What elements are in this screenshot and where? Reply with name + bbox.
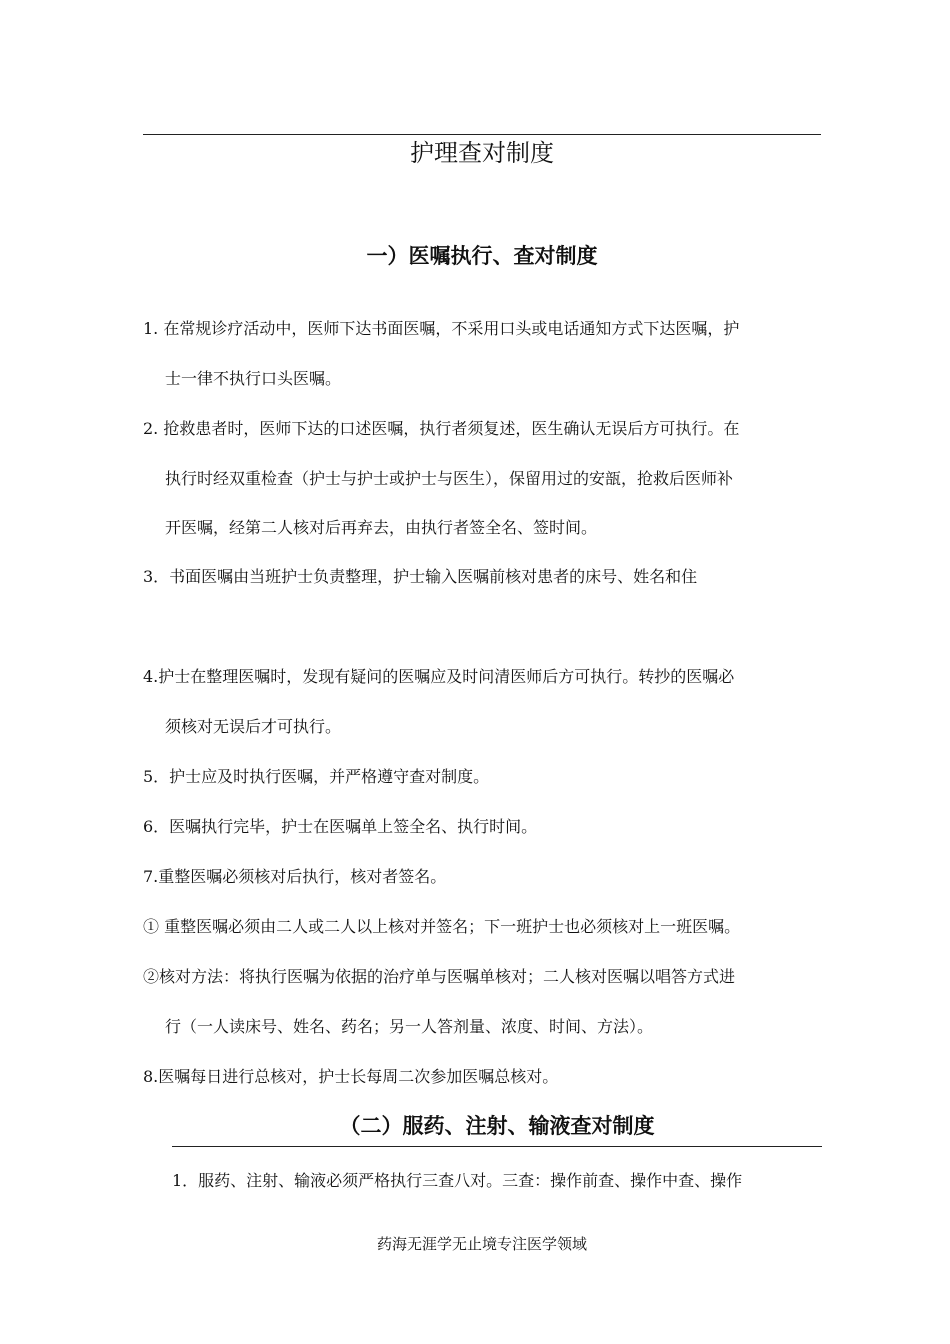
paragraph-line: 5．护士应及时执行医嘱，并严格遵守查对制度。 <box>143 767 490 786</box>
paragraph-line: ②核对方法：将执行医嘱为依据的治疗单与医嘱单核对；二人核对医嘱以唱答方式进 <box>143 967 736 986</box>
paragraph-line: 1．服药、注射、输液必须严格执行三查八对。三查：操作前查、操作中查、操作 <box>172 1171 743 1190</box>
paragraph-line: 4.护士在整理医嘱时，发现有疑问的医嘱应及时问清医师后方可执行。转抄的医嘱必 <box>143 667 735 686</box>
paragraph-line: 执行时经双重检查（护士与护士或护士与医生），保留用过的安瓿，抢救后医师补 <box>165 469 734 488</box>
paragraph-line: 7.重整医嘱必须核对后执行，核对者签名。 <box>143 867 447 886</box>
paragraph-line: ① 重整医嘱必须由二人或二人以上核对并签名；下一班护士也必须核对上一班医嘱。 <box>143 917 741 936</box>
section-heading-1: 一）医嘱执行、查对制度 <box>366 244 598 268</box>
document-title: 护理查对制度 <box>410 139 554 167</box>
top-divider <box>143 134 821 135</box>
paragraph-line: 3．书面医嘱由当班护士负责整理，护士输入医嘱前核对患者的床号、姓名和住 <box>143 567 698 586</box>
paragraph-line: 1. 在常规诊疗活动中，医师下达书面医嘱，不采用口头或电话通知方式下达医嘱，护 <box>143 319 740 338</box>
section-heading-2: （二）服药、注射、输液查对制度 <box>339 1114 655 1138</box>
paragraph-line: 行（一人读床号、姓名、药名；另一人答剂量、浓度、时间、方法）。 <box>165 1017 654 1036</box>
paragraph-line: 8.医嘱每日进行总核对，护士长每周二次参加医嘱总核对。 <box>143 1067 559 1086</box>
paragraph-line: 2. 抢救患者时，医师下达的口述医嘱，执行者须复述，医生确认无误后方可执行。在 <box>143 419 740 438</box>
page-footer: 药海无涯学无止境专注医学领域 <box>376 1235 587 1253</box>
paragraph-line: 6．医嘱执行完毕，护士在医嘱单上签全名、执行时间。 <box>143 817 538 836</box>
paragraph-line: 须核对无误后才可执行。 <box>165 717 342 736</box>
paragraph-line: 士一律不执行口头医嘱。 <box>165 369 342 388</box>
paragraph-line: 开医嘱，经第二人核对后再弃去，由执行者签全名、签时间。 <box>165 518 598 537</box>
section-divider <box>172 1146 822 1147</box>
